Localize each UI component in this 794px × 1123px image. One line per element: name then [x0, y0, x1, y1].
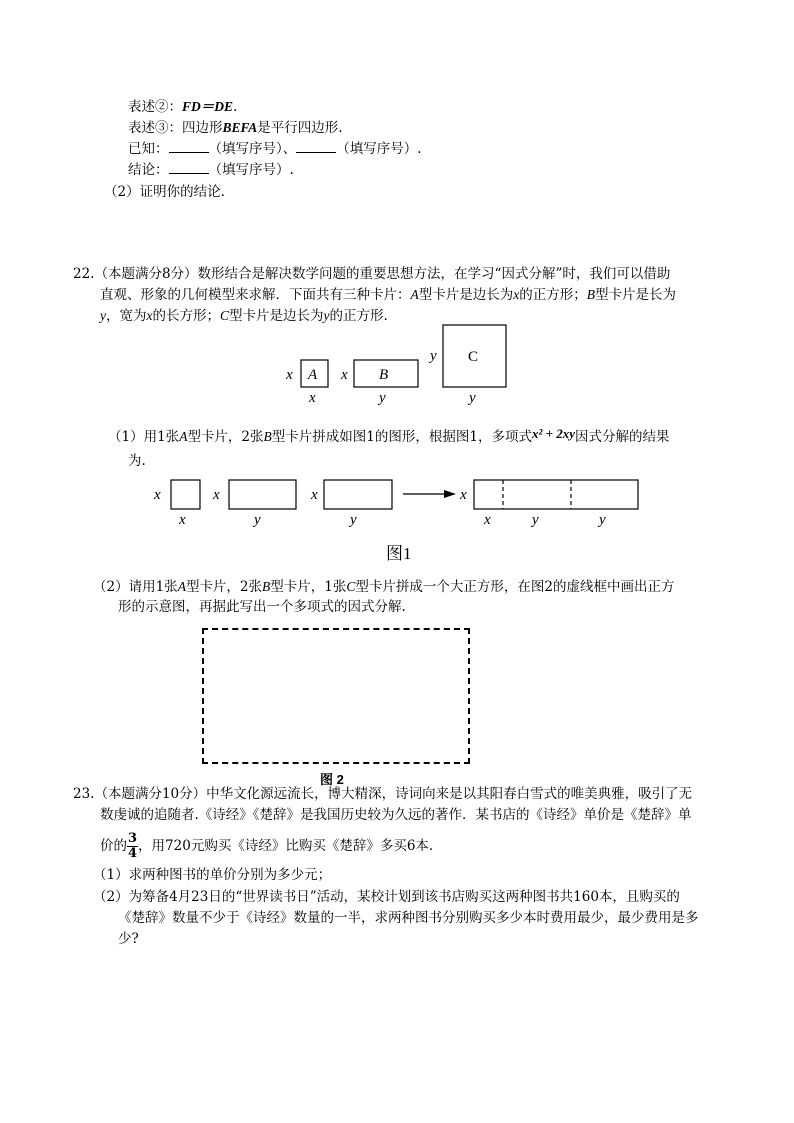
q23-part-2-line-3: 少? [118, 931, 139, 947]
figure-2-caption: 图 2 [320, 772, 344, 787]
card-b-left-label: x [341, 367, 348, 383]
q21-statement-2: 表述②：FD＝DE. [128, 99, 238, 115]
fig1-square-a [171, 480, 200, 509]
q21-part-2: （2）证明你的结论. [104, 184, 225, 200]
q23-part-2-line-2: 《楚辞》数量不少于《诗经》数量的一半，求两种图书分别购买多少本时费用最少，最少费用是多 [118, 910, 699, 926]
fig1-combined-y2-label: y [599, 512, 606, 528]
fig1-b1-left-label: x [213, 487, 220, 503]
q22-part-2-line-2: 形的示意图，再据此写出一个多项式的因式分解. [118, 599, 406, 615]
q22-part-1-line-2: 为. [128, 453, 146, 469]
q23-part-1: （1）求两种图书的单价分别为多少元； [93, 867, 332, 883]
q22-polynomial: x² + 2xy [531, 426, 576, 441]
q23-part-2-line-1: （2）为筹备4月23日的“世界读书日”活动，某校计划到该书店购买这两种图书共160本，且购买的 [93, 889, 680, 905]
q21-statement-3-math: BEFA [222, 120, 258, 135]
q21-known: 已知： （填写序号）、 （填写序号）. [128, 141, 422, 157]
q21-known-blank-2[interactable] [296, 140, 336, 153]
fig1-a-left-label: x [154, 487, 161, 503]
card-a-left-label: x [286, 367, 293, 383]
q22-line-1: 22.（本题满分8分）数形结合是解决数学问题的重要思想方法，在学习“因式分解”时，我们可以借助 [73, 266, 671, 282]
q22-line-3: y，宽为x的长方形；C型卡片是边长为y的正方形. [100, 308, 388, 324]
q21-statement-2-math: FD＝DE [182, 99, 234, 114]
figure-2-drawing-frame[interactable] [202, 628, 470, 764]
card-a-bottom-label: x [309, 390, 316, 406]
q21-conclusion-blank[interactable] [169, 161, 209, 174]
fig1-b2-bottom-label: y [350, 512, 357, 528]
q23-line-2: 数虔诚的追随者.《诗经》《楚辞》是我国历史较为久远的著作．某书店的《诗经》单价是《楚辞》单 [100, 807, 692, 823]
q23-fraction: $\frac{3}{4}$ [128, 831, 138, 861]
q22-part-2-line-1: （2）请用1张A型卡片，2张B型卡片，1张C型卡片拼成一个大正方形，在图2的虚线框中画出正方 [93, 579, 675, 595]
q23-line-3: 价的 $\frac{3}{4}$ ，用720元购买《诗经》比购买《楚辞》多买6本. [100, 831, 434, 861]
q23-line-1: 23.（本题满分10分）中华文化源远流长，博大精深，诗词向来是以其阳春白雪式的唯美典雅，吸引了无 [73, 786, 693, 802]
q22-part-1-line-1: （1）用1张A型卡片，2张B型卡片拼成如图1的图形，根据图1，多项式x² + 2xy因式分解的结果 [108, 426, 670, 445]
fig1-arrow-head-icon [444, 490, 456, 498]
card-b-bottom-label: y [379, 390, 386, 406]
cards-diagram [280, 320, 520, 410]
card-c-label: C [468, 349, 479, 365]
fig1-combined-left-label: x [460, 487, 467, 503]
fig1-rect-b2 [324, 480, 392, 509]
q21-statement-3: 表述③：四边形BEFA是平行四边形. [128, 120, 343, 136]
fig1-rect-b1 [229, 480, 296, 509]
card-c-left-label: y [430, 348, 437, 364]
q21-conclusion: 结论： （填写序号）. [128, 162, 294, 178]
q22-line-2: 直观、形象的几何模型来求解．下面共有三种卡片：A型卡片是边长为x的正方形；B型卡片是长为 [100, 287, 676, 303]
card-b-label: B [379, 367, 389, 383]
card-c-bottom-label: y [469, 390, 476, 406]
figure-1 [150, 472, 650, 567]
fig1-combined-x-label: x [484, 512, 491, 528]
fig1-combined-rect [474, 480, 638, 509]
fig1-b1-bottom-label: y [254, 512, 261, 528]
fig1-combined-y1-label: y [532, 512, 539, 528]
fig1-caption: 图1 [386, 544, 412, 563]
q21-known-blank-1[interactable] [169, 140, 209, 153]
fig1-b2-left-label: x [311, 487, 318, 503]
card-a-label: A [308, 367, 318, 383]
fig1-a-bottom-label: x [179, 512, 186, 528]
